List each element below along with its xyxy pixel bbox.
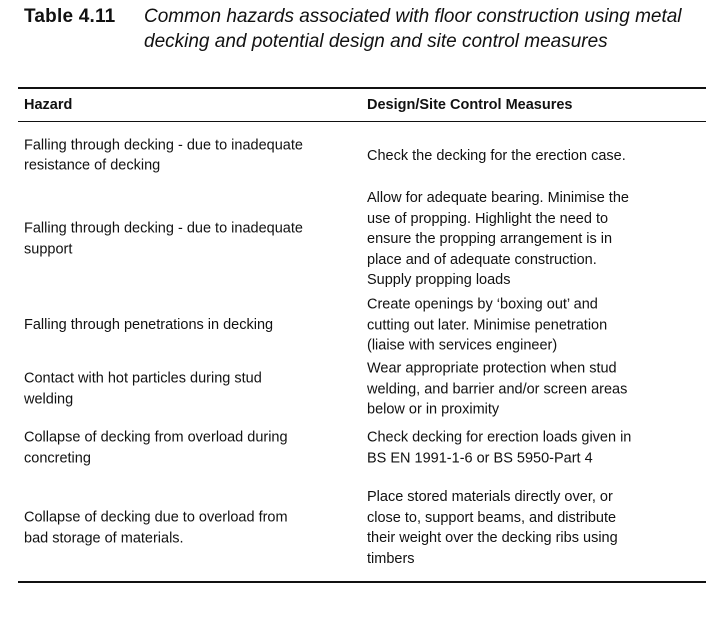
table-row — [18, 293, 706, 357]
measures-cell: Place stored materials directly over, or close to, support beams, and distribute their weight over the decking ribs using timbers — [367, 489, 618, 567]
measures-cell: Check decking for erection loads given in BS EN 1991-1-6 or BS 5950-Part 4 — [367, 429, 632, 466]
table-row — [18, 421, 706, 475]
hazard-cell: Falling through decking - due to inadequate resistance of decking — [24, 137, 303, 174]
table-number: Table 4.11 — [24, 6, 116, 27]
hazard-cell: Collapse of decking due to overload from bad storage of materials. — [24, 509, 288, 546]
table-row — [18, 185, 706, 293]
table-row — [18, 126, 706, 185]
measures-cell: Wear appropriate protection when stud welding, and barrier and/or screen areas below or in proximity — [367, 360, 628, 418]
measures-cell: Check the decking for the erection case. — [367, 147, 626, 164]
hazard-cell: Falling through decking - due to inadequate support — [24, 220, 303, 257]
table-row — [18, 475, 706, 581]
hazard-cell: Collapse of decking from overload during concreting — [24, 429, 288, 466]
header-measures: Design/Site Control Measures — [367, 97, 573, 113]
table-header-row — [18, 89, 706, 122]
measures-cell: Allow for adequate bearing. Minimise the use of propping. Highlight the need to ensure the propping arrangement is in place and of adequate construction. Supply propping loads — [367, 189, 629, 288]
hazard-cell: Contact with hot particles during stud welding — [24, 370, 262, 407]
hazard-cell: Falling through penetrations in decking — [24, 316, 274, 333]
hazards-table — [18, 87, 706, 583]
table-row — [18, 357, 706, 421]
header-hazard: Hazard — [24, 97, 73, 113]
measures-cell: Create openings by ‘boxing out’ and cutting out later. Minimise penetration (liaise with services engineer) — [367, 296, 608, 354]
table-title: Common hazards associated with floor construction using metal decking and potential design and site control measures — [144, 6, 682, 52]
